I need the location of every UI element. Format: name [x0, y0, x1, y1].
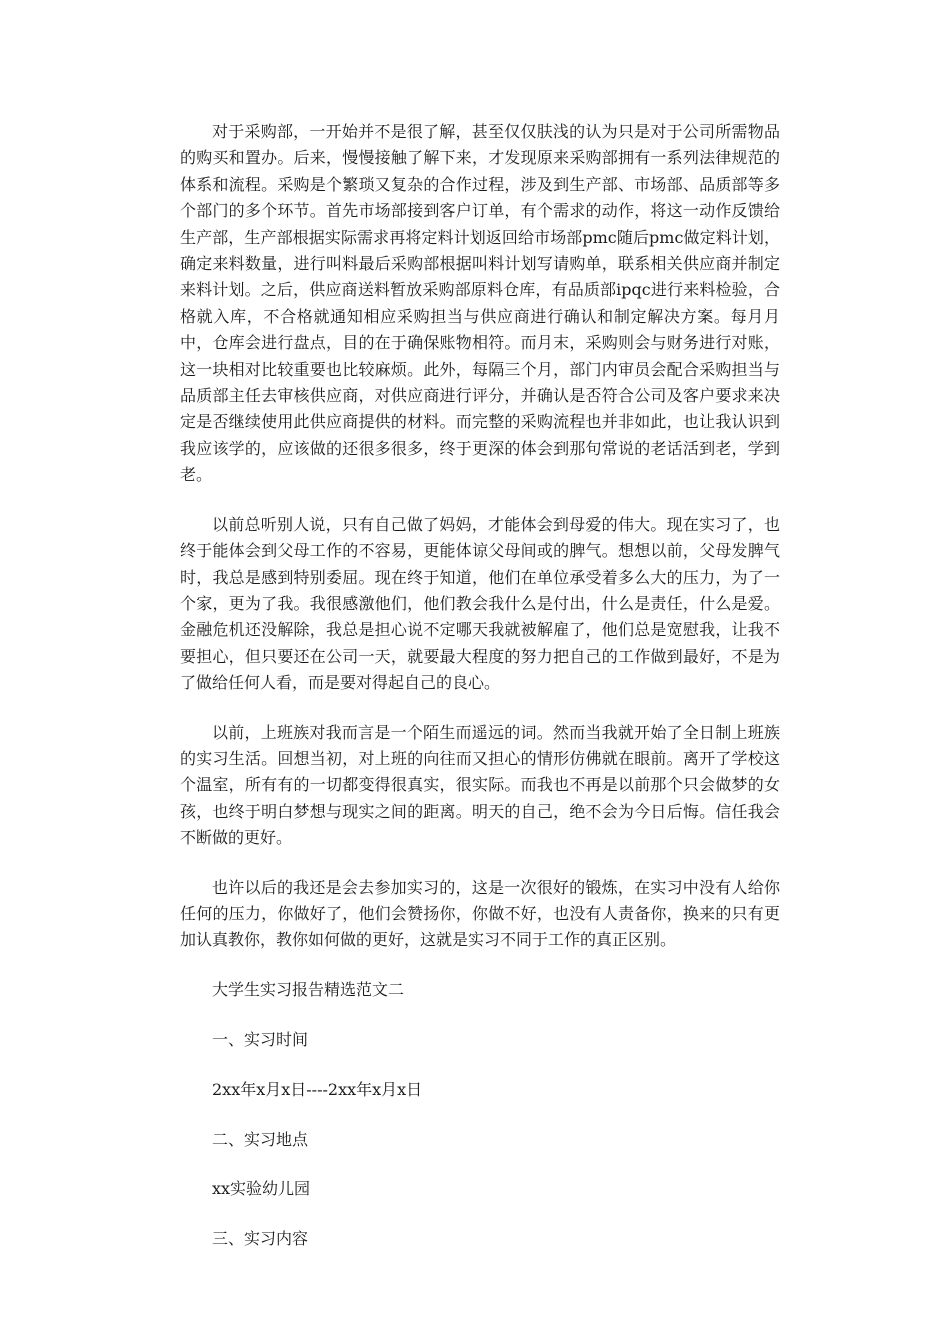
- paragraph-parents: 以前总听别人说，只有自己做了妈妈，才能体会到母爱的伟大。现在实习了，也终于能体会到父母工作的不容易，更能体谅父母间或的脾气。想想以前，父母发脾气时，我总是感到特别委屈。现在终于知道，他们在单位承受着多么大的压力，为了一个家，更为了我。我很感激他们，他们教会我什么是付出，什么是责任，什么是爱。金融危机还没解除，我总是担心说不定哪天我就被解雇了，他们总是宽慰我，让我不要担心，但只要还在公司一天，就要最大程度的努力把自己的工作做到最好，不是为了做给任何人看，而是要对得起自己的良心。: [180, 514, 780, 693]
- paragraph-office-worker: 以前，上班族对我而言是一个陌生而遥远的词。然而当我就开始了全日制上班族的实习生活。回想当初，对上班的向往而又担心的情形仿佛就在眼前。离开了学校这个温室，所有有的一切都变得很真实，很实际。而我也不再是以前那个只会做梦的女孩，也终于明白梦想与现实之间的距离。明天的自己，绝不会为今日后悔。信任我会不断做的更好。: [180, 722, 780, 848]
- internship-time-value: 2xx年x月x日----2xx年x月x日: [212, 1079, 423, 1099]
- paragraph-procurement: 对于采购部，一开始并不是很了解，甚至仅仅肤浅的认为只是对于公司所需物品的购买和置办。后来，慢慢接触了解下来，才发现原来采购部拥有一系列法律规范的体系和流程。采购是个繁琐又复杂的合作过程，涉及到生产部、市场部、品质部等多个部门的多个环节。首先市场部接到客户订单，有个需求的动作，将这一动作反馈给生产部，生产部根据实际需求再将定料计划返回给市场部pmc随后pmc做定料计划，确定来料数量，进行叫料最后采购部根据叫料计划写请购单，联系相关供应商并制定来料计划。之后，供应商送料暂放采购部原料仓库，有品质部ipqc进行来料检验，合格就入库，不合格就通知相应采购担当与供应商进行确认和制定解决方案。每月月中，仓库会进行盘点，目的在于确保账物相符。而月末，采购则会与财务进行对账，这一块相对比较重要也比较麻烦。此外，每隔三个月，部门内审员会配合采购担当与品质部主任去审核供应商，对供应商进行评分，并确认是否符合公司及客户要求来决定是否继续使用此供应商提供的材料。而完整的采购流程也并非如此，也让我认识到我应该学的，应该做的还很多很多，终于更深的体会到那句常说的老话活到老，学到老。: [180, 122, 780, 485]
- section-title: 大学生实习报告精选范文二: [212, 979, 405, 999]
- internship-place-value: xx实验幼儿园: [212, 1179, 311, 1199]
- heading-internship-place: 二、实习地点: [212, 1129, 309, 1149]
- document-body: [180, 119, 780, 1276]
- heading-internship-content: 三、实习内容: [212, 1229, 309, 1249]
- heading-internship-time: 一、实习时间: [212, 1029, 309, 1049]
- paragraph-future-internship: 也许以后的我还是会去参加实习的，这是一次很好的锻炼，在实习中没有人给你任何的压力，你做好了，他们会赞扬你，你做不好，也没有人责备你，换来的只有更加认真教你，教你如何做的更好，这就是实习不同于工作的真正区别。: [180, 877, 780, 950]
